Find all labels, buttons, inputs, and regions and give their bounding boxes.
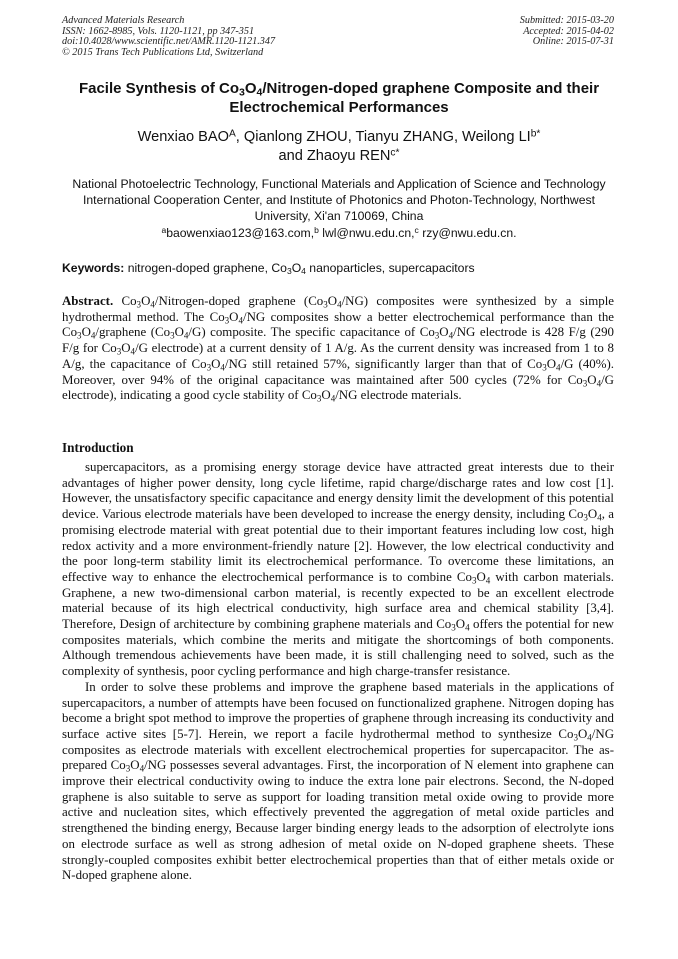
introduction-body [62,460,614,884]
doi-line: doi:10.4028/www.scientific.net/AMR.1120-1121.347 [62,36,276,48]
email-link-a[interactable]: baowenxiao123@163.com, [166,226,315,240]
paragraph: In order to solve these problems and improve the graphene based materials in the applications of supercapacitors, a number of attempts have been focused on functionalized graphene. Nitrogen doping has become a bright spot method to improve the properties of graphene through increasing its conductivity and surface active sites [5-7]. Herein, we report a facile hydrothermal method to synthesize $Co_3O_4/NG$ composites as electrode materials with excellent electrochemical properties for supercapacitor. The as-prepared $Co_3O_4/NG$ possesses several advantages. First, the incorporation of N element into graphene can improve their electrical conductivity owing to induce the extra lone pair electrons. Second, the N-doped graphene is also suitable to serve as support for loading transition metal oxide owing to provide more active and nucleation sites, which effectively prevented the aggregation of metal oxide particles and strengthened the binding energy, Because larger binding energy leads to the adsorption of electrolyte ions on electrode surface as well as strong adhesion of metal oxide on N-doped graphene sheets. These strongly-coupled composites exhibit better electrochemical properties than that of either metals oxide or N-doped graphene alone. [62,679,614,883]
submitted-date: Submitted: 2015-03-20 [519,15,614,26]
paragraph: supercapacitors, as a promising energy storage device have attracted great interests due to their advantages of higher power density, long cycle lifetime, rapid charge/discharge rates and low cost [1]. However, the unsatisfactory specific capacitance and energy density limit the development of this potential device. Various electrode materials have been developed to increase the energy density, including $Co_3O_4$, a promising electrode material with great potential due to their important features including low cost, high redox activity and a more environment-friendly nature [2]. However, the low electrical conductivity and the poor long-term stability limit its electrochemical performance. To overcome these limitations, an effective way to enhance the electrochemical performance is to combine $Co_3O_4$ with carbon materials. Graphene, a new two-dimensional carbon material, is recently expected to be an excellent electrode material because of its high electrical conductivity, high surface area and chemical stability [3,4]. Therefore, Design of architecture by combining graphene materials and $Co_3O_4$ offers the potential for new composites materials, which combine the merits and mitigate the shortcomings of both components. Although tremendous achievements have been made, it is still challenging need to solved, such as the complexity of synthesis, poor cycling performance and high charge-transfer resistance. [62,460,614,679]
online-date: Online: 2015-07-31 [532,36,614,48]
accepted-date: Accepted: 2015-04-02 [523,25,614,37]
section-heading-introduction: Introduction [62,440,134,455]
journal-name: Advanced Materials Research [62,15,185,26]
paper-title: Facile Synthesis of $Co_3O_4/Nitrogen$-doped graphene Composite and their Electrochemical Performances [78,80,600,116]
journal-header [62,16,275,58]
copyright-line: © 2015 Trans Tech Publications Ltd, Switzerland [62,46,264,58]
keywords-label: Keywords: [62,261,125,275]
author-list: Wenxiao $BAO^A$, Qianlong ZHOU, Tianyu ZHANG, Weilong $LI^{b*}$ and Zhaoyu $REN^{c*}$ [137,128,541,164]
issn-line: ISSN: 1662-8985, Vols. 1120-1121, pp 347-351 [62,25,255,37]
keywords: Keywords: nitrogen-doped graphene, $Co_3O_4$ nanoparticles, supercapacitors [62,261,475,277]
affiliation: National Photoelectric Technology, Functional Materials and Application of Science and Technology International Cooperation Center, and Institute of Photonics and Photon-Technology, Northwest University, Xi'an 710069, China [72,177,606,223]
dates-header [520,16,614,48]
email-link-b[interactable]: lwl@nwu.edu.cn, [318,226,415,240]
email-link-c[interactable]: rzy@nwu.edu.cn. [418,226,517,240]
author-emails: $^a$baowenxiao123@163.com,$^b$ lwl@nwu.edu.cn,$^c$ rzy@nwu.edu.cn. [161,225,517,240]
abstract-label: Abstract. [62,294,114,308]
abstract: Abstract. $Co_3O_4/Nitrogen$-doped graphene $(Co_3O_4/NG)$ composites were synthesized by a simple hydrothermal method. The $Co_3O_4/NG$ composites show a better electrochemical performance than the $Co_3O_4$/graphene $(Co_3O_4/G)$ composite. The specific capacitance of $Co_3O_4/NG$ electrode is 428 F/g (290 F/g for $Co_3O_4/G$ electrode) at a current density of 1 A/g. As the current density was increased from 1 to 8 A/g, the capacitance of $Co_3O_4/NG$ still retained 57%, significantly larger than that of $Co_3O_4/G$ (40%). Moreover, over 94% of the original capacitance was maintained after 500 cycles (72% for $Co_3O_4/G$ electrode), indicating a good cycle stability of $Co_3O_4/NG$ electrode materials. [62,294,614,404]
